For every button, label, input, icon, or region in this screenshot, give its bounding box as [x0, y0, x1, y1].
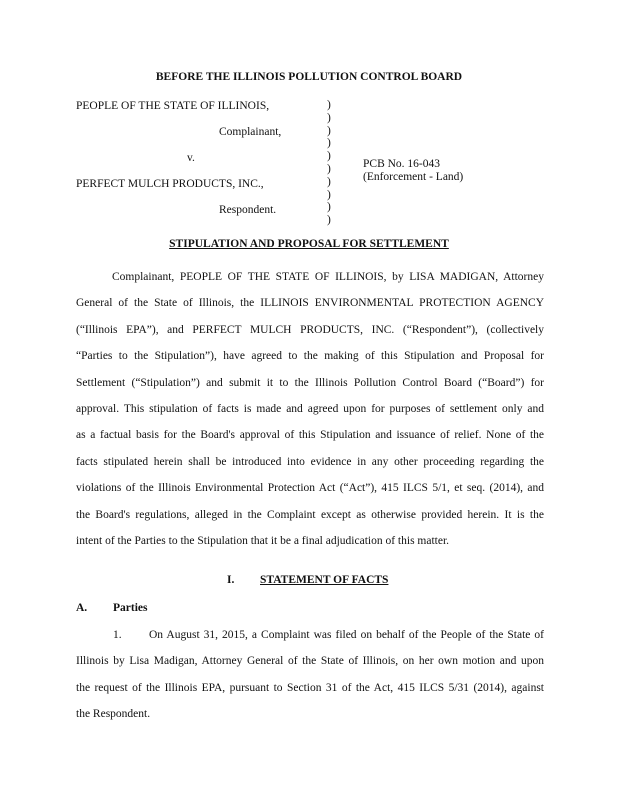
complainant-role: Complainant, [219, 126, 282, 138]
intro-paragraph [76, 264, 544, 554]
caption-paren: ) [327, 124, 331, 137]
paragraph-line: facts stipulated herein shall be introduced into evidence in any other proceeding regarding the [76, 455, 544, 468]
section-number: I. [227, 574, 235, 586]
paragraph-line: On August 31, 2015, a Complaint was filed on behalf of the People of the State of [149, 629, 544, 641]
caption-paren: ) [327, 111, 331, 124]
paragraph-line: the request of the Illinois EPA, pursuant to Section 31 of the Act, 415 ILCS 5/31 (2014), against [76, 681, 544, 694]
subsection-letter: A. [76, 602, 88, 614]
paragraph-line: General of the State of Illinois, the ILLINOIS ENVIRONMENTAL PROTECTION AGENCY [76, 297, 544, 310]
paragraph-line: the Respondent. [76, 708, 151, 721]
paragraph-1 [76, 622, 544, 728]
paragraph-line: “Parties to the Stipulation”), have agreed to the making of this Stipulation and Proposal for [76, 350, 544, 363]
caption-parentheses [327, 99, 337, 227]
caption-paren: ) [327, 214, 331, 227]
board-title: BEFORE THE ILLINOIS POLLUTION CONTROL BOARD [155, 71, 463, 83]
caption-paren: ) [327, 162, 331, 175]
caption-paren: ) [327, 201, 331, 214]
paragraph-line: intent of the Parties to the Stipulation that it be a final adjudication of this matter. [76, 534, 450, 547]
respondent-role: Respondent. [219, 204, 277, 216]
caption-paren: ) [327, 150, 331, 163]
paragraph-number: 1. [113, 629, 122, 641]
subsection-title: Parties [113, 602, 148, 614]
caption-paren: ) [327, 188, 331, 201]
paragraph-line: as a factual basis for the Board's approval of this Stipulation and issuance of relief. None of the [76, 429, 544, 442]
caption-paren: ) [327, 137, 331, 150]
section-title: STATEMENT OF FACTS [260, 574, 389, 586]
paragraph-line: (“Illinois EPA”), and PERFECT MULCH PRODUCTS, INC. (“Respondent”), (collectively [76, 323, 544, 336]
paragraph-line: the Board's regulations, alleged in the Complaint except as otherwise provided herein. It is the [76, 508, 544, 521]
paragraph-line: Settlement (“Stipulation”) and submit it to the Illinois Pollution Control Board (“Board”) for [76, 376, 544, 389]
paragraph-line: approval. This stipulation of facts is made and agreed upon for purposes of settlement only and [76, 402, 544, 415]
case-number: PCB No. 16-043 [363, 158, 440, 170]
paragraph-line: violations of the Illinois Environmental Protection Act (“Act”), 415 ILCS 5/1, et seq. (2014), and [76, 482, 544, 495]
caption-paren: ) [327, 99, 331, 111]
caption-paren: ) [327, 175, 331, 188]
respondent-name: PERFECT MULCH PRODUCTS, INC., [76, 178, 264, 190]
paragraph-line: Illinois by Lisa Madigan, Attorney General of the State of Illinois, on her own motion and upon [76, 655, 544, 668]
document-title: STIPULATION AND PROPOSAL FOR SETTLEMENT [169, 238, 449, 250]
paragraph-line: Complainant, PEOPLE OF THE STATE OF ILLINOIS, by LISA MADIGAN, Attorney [112, 271, 544, 283]
versus-label: v. [187, 152, 195, 164]
case-type: (Enforcement - Land) [363, 171, 464, 183]
complainant-name: PEOPLE OF THE STATE OF ILLINOIS, [76, 100, 270, 112]
